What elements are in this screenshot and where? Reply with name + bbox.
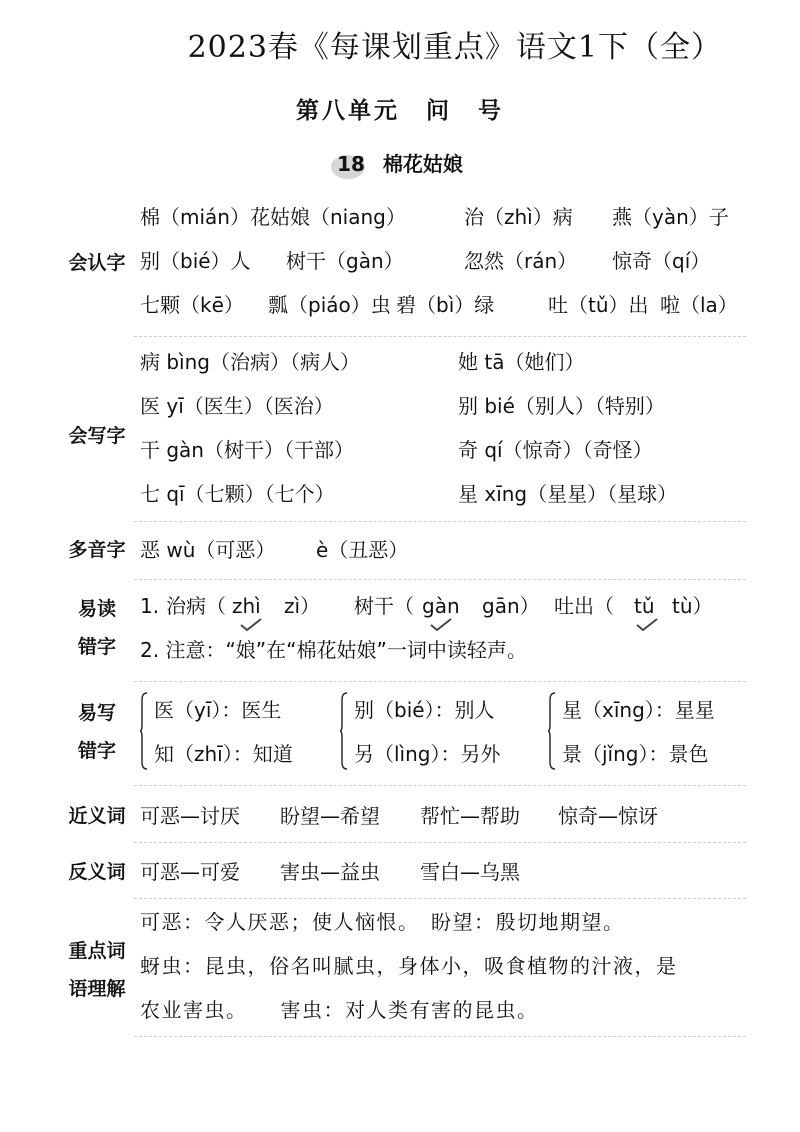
label-line: 重点词 xyxy=(68,940,126,962)
recognize-item: 忽然（rán） xyxy=(464,249,578,273)
misread-row xyxy=(140,628,750,672)
miswrite-item: 景（jǐng）：景色 xyxy=(562,742,709,766)
section-synonyms xyxy=(0,794,800,838)
synonym-pair: 盼望—希望 xyxy=(280,804,380,828)
misread-text: 吐出（ xyxy=(554,594,614,618)
write-row xyxy=(140,472,750,516)
write-row xyxy=(140,384,750,428)
write-item: 病 bìng（治病）（病人） xyxy=(140,350,360,374)
recognize-item: 碧（bì）绿 xyxy=(396,293,495,317)
polyphone-item: 恶 wù（可恶） xyxy=(140,538,276,562)
misread-content xyxy=(140,584,750,672)
miswrite-item: 星（xīng）：星星 xyxy=(562,698,715,722)
recognize-item: 七颗（kē） xyxy=(140,293,244,317)
key-words-line: 农业害虫。 害虫：对人类有害的昆虫。 xyxy=(140,998,539,1022)
write-rows xyxy=(140,340,750,516)
label-line: 易写 xyxy=(77,702,116,724)
divider xyxy=(134,521,746,522)
write-item: 星 xīng（星星）（星球） xyxy=(458,482,678,506)
synonyms-content xyxy=(140,794,750,838)
misread-text: tù） xyxy=(672,594,713,618)
document-title: 2023春《每课划重点》语文1下（全） xyxy=(187,30,722,65)
recognize-rows xyxy=(140,195,750,327)
section-label: 会认字 xyxy=(68,252,126,274)
misread-number: 1. xyxy=(140,594,160,618)
lesson-title xyxy=(0,148,800,177)
divider xyxy=(134,681,746,682)
section-recognize xyxy=(0,195,800,335)
recognize-item: 棉（mián）花姑娘（niang） xyxy=(140,205,406,229)
recognize-row xyxy=(140,239,750,283)
section-miswrite xyxy=(0,688,800,780)
miswrite-item: 别（bié）：别人 xyxy=(354,698,495,722)
miswrite-item: 知（zhī）：知道 xyxy=(154,742,293,766)
write-item: 干 gàn（树干）（干部） xyxy=(140,438,354,462)
section-label: 会写字 xyxy=(68,425,126,447)
misread-text: zì） xyxy=(284,594,321,618)
left-brace-icon xyxy=(340,692,348,770)
label-line: 错字 xyxy=(77,740,116,762)
synonyms-row xyxy=(140,794,750,838)
recognize-item: 治（zhì）病 xyxy=(464,205,573,229)
lesson-number: 18 xyxy=(337,152,365,176)
section-label: 多音字 xyxy=(68,539,126,561)
misread-correct-reading: zhì xyxy=(232,594,261,618)
write-item: 奇 qí（惊奇）（奇怪） xyxy=(458,438,653,462)
antonym-pair: 害虫—益虫 xyxy=(280,860,380,884)
recognize-row xyxy=(140,195,750,239)
antonym-pair: 可恶—可爱 xyxy=(140,860,240,884)
divider xyxy=(134,336,746,337)
left-brace-icon xyxy=(140,692,148,770)
section-label: 反义词 xyxy=(68,861,126,883)
section-antonyms xyxy=(0,850,800,894)
write-item: 她 tā（她们） xyxy=(458,350,585,374)
antonyms-content xyxy=(140,850,750,894)
synonym-pair: 可恶—讨厌 xyxy=(140,804,240,828)
misread-text: gān） xyxy=(482,594,540,618)
recognize-item: 惊奇（qí） xyxy=(612,249,711,273)
misread-text: 树干（ xyxy=(354,594,414,618)
section-polyphone xyxy=(0,528,800,578)
unit-title: 第八单元 问 号 xyxy=(296,98,504,124)
recognize-row xyxy=(140,283,750,327)
polyphone-content xyxy=(140,528,750,572)
antonym-pair: 雪白—乌黑 xyxy=(420,860,520,884)
recognize-item: 吐（tǔ）出 xyxy=(548,293,649,317)
divider xyxy=(134,785,746,786)
section-write xyxy=(0,340,800,520)
write-row xyxy=(140,340,750,384)
section-label xyxy=(60,694,134,770)
polyphone-row xyxy=(140,528,750,572)
label-line: 语理解 xyxy=(68,978,126,1000)
divider xyxy=(134,842,746,843)
section-label xyxy=(60,932,134,1008)
recognize-item: 树干（gàn） xyxy=(286,249,404,273)
recognize-item: 啦（la） xyxy=(660,293,738,317)
polyphone-item: è（丑恶） xyxy=(316,538,409,562)
antonyms-row xyxy=(140,850,750,894)
misread-correct-reading: tǔ xyxy=(634,594,655,618)
section-label xyxy=(60,590,134,666)
misread-note: 2. 注意：“娘”在“棉花姑娘”一词中读轻声。 xyxy=(140,638,527,662)
miswrite-item: 医（yī）：医生 xyxy=(154,698,282,722)
synonym-pair: 惊奇—惊讶 xyxy=(558,804,658,828)
write-item: 七 qī（七颗）（七个） xyxy=(140,482,335,506)
miswrite-item: 另（lìng）：另外 xyxy=(354,742,501,766)
recognize-item: 别（bié）人 xyxy=(140,249,251,273)
section-misread xyxy=(0,584,800,676)
recognize-item: 瓢（piáo）虫 xyxy=(268,293,391,317)
label-line: 错字 xyxy=(77,636,116,658)
write-item: 别 bié（别人）（特别） xyxy=(458,394,665,418)
divider xyxy=(134,579,746,580)
divider xyxy=(134,898,746,899)
divider xyxy=(134,1036,746,1037)
lesson-name: 棉花姑娘 xyxy=(382,152,463,176)
key-words-line: 蚜虫：昆虫，俗名叫腻虫，身体小，吸食植物的汁液，是 xyxy=(140,954,678,978)
section-label: 近义词 xyxy=(68,805,126,827)
label-line: 易读 xyxy=(77,598,116,620)
key-words-line: 可恶：令人厌恶；使人恼恨。 盼望：殷切地期望。 xyxy=(140,910,625,934)
misread-text: 治病（ xyxy=(166,594,226,618)
misread-row xyxy=(140,584,750,628)
section-key-words xyxy=(0,900,800,1040)
synonym-pair: 帮忙—帮助 xyxy=(420,804,520,828)
miswrite-group xyxy=(140,688,330,776)
write-row xyxy=(140,428,750,472)
left-brace-icon xyxy=(548,692,556,770)
recognize-item: 燕（yàn）子 xyxy=(612,205,729,229)
misread-correct-reading: gàn xyxy=(422,594,460,618)
miswrite-group xyxy=(548,688,748,776)
write-item: 医 yī（医生）（医治） xyxy=(140,394,334,418)
key-words-content xyxy=(140,900,760,1032)
miswrite-group xyxy=(340,688,540,776)
